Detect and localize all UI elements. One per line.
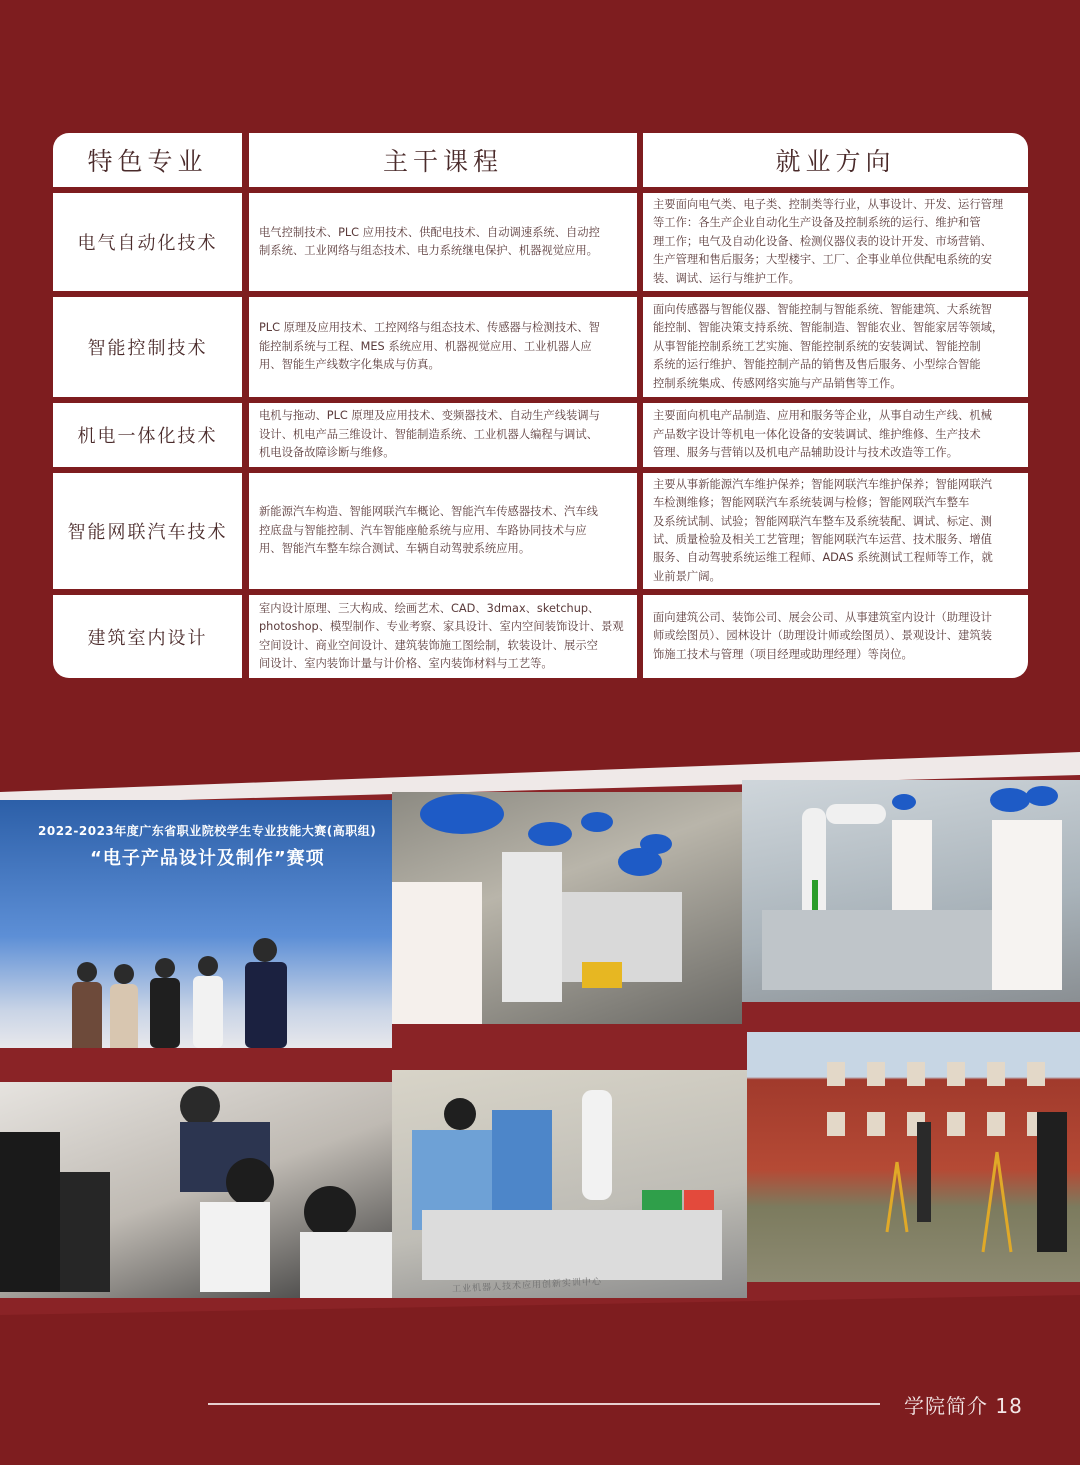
major-name: 建筑室内设计 <box>53 595 242 678</box>
courses-cell: 新能源汽车构造、智能网联汽车概论、智能汽车传感器技术、汽车线 控底盘与智能控制、汽车智能座舱系统与应用、车路协同技术与应 用、智能汽车整车综合测试、车辆自动驾驶系统应用。 <box>249 473 637 589</box>
competition-subtitle: “电子产品设计及制作”赛项 <box>90 848 325 869</box>
surveying-illustration <box>747 1032 1080 1282</box>
header-courses: 主干课程 <box>249 133 637 187</box>
major-name: 智能网联汽车技术 <box>53 473 242 589</box>
workers-illustration <box>392 792 742 1024</box>
courses-cell: PLC 原理及应用技术、工控网络与组态技术、传感器与检测技术、智 能控制系统与工程、MES 系统应用、机器视觉应用、工业机器人应 用、智能生产线数字化集成与仿真。 <box>249 297 637 397</box>
robot-lab-photo <box>742 780 1080 1002</box>
robot-arm-illustration <box>742 780 1080 1002</box>
workshop-photo-helmets <box>392 792 742 1024</box>
students-illustration <box>0 1082 392 1298</box>
header-careers: 就业方向 <box>643 133 1028 187</box>
careers-cell: 面向传感器与智能仪器、智能控制与智能系统、智能建筑、大系统智 能控制、智能决策支持系统、智能制造、智能农业、智能家居等领域， 从事智能控制系统工艺实施、智能控制系统的安装调试、智能控制 系统的运行维护、智能控制产品的销售及售后服务、小型综合智能 控制系统集成、传感网络实施与产品销售等工作。 <box>643 297 1028 397</box>
careers-cell: 主要从事新能源汽车维护保养；智能网联汽车维护保养；智能网联汽 车检测维修；智能网联汽车系统装调与检修；智能网联汽车整车 及系统试制、试验；智能网联汽车整车及系统装配、调试、标定、测 试、质量检验及相关工艺管理；智能网联汽车运营、技术服务、增值 服务、自动驾驶系统运维工程师、ADAS 系统测试工程师等工作，就 业前景广阔。 <box>643 473 1028 589</box>
people-illustration <box>0 800 392 1048</box>
major-name: 智能控制技术 <box>53 297 242 397</box>
computer-lab-photo <box>0 1082 392 1298</box>
training-illustration <box>392 1070 747 1298</box>
careers-cell: 主要面向机电产品制造、应用和服务等企业，从事自动生产线、机械 产品数字设计等机电一体化设备的安装调试、维护维修、生产技术 管理、服务与营销以及机电产品辅助设计与技术改造等工作。 <box>643 403 1028 467</box>
competition-photo <box>0 800 392 1048</box>
majors-table <box>53 133 1028 678</box>
careers-cell: 主要面向电气类、电子类、控制类等行业，从事设计、开发、运行管理 等工作：各生产企业自动化生产设备及控制系统的运行、维护和管 理工作；电气及自动化设备、检测仪器仪表的设计开发、市场营销、 生产管理和售后服务；大型楼宇、工厂、企事业单位供配电系统的安 装、调试、运行与维护工作。 <box>643 193 1028 291</box>
competition-title: 2022-2023年度广东省职业院校学生专业技能大赛(高职组) <box>38 824 377 838</box>
lab-sign: 工业机器人技术应用创新实训中心 <box>451 1277 603 1295</box>
major-name: 机电一体化技术 <box>53 403 242 467</box>
header-major: 特色专业 <box>53 133 242 187</box>
careers-cell: 面向建筑公司、装饰公司、展会公司、从事建筑室内设计（助理设计 师或绘图员）、园林设计（助理设计师或绘图员）、景观设计、建筑装 饰施工技术与管理（项目经理或助理经理）等岗位。 <box>643 595 1028 678</box>
major-name: 电气自动化技术 <box>53 193 242 291</box>
page-footer: 学院简介 18 <box>904 1394 1023 1418</box>
courses-cell: 电气控制技术、PLC 应用技术、供配电技术、自动调速系统、自动控 制系统、工业网络与组态技术、电力系统继电保护、机器视觉应用。 <box>249 193 637 291</box>
surveying-photo <box>747 1032 1080 1282</box>
training-center-photo <box>392 1070 747 1298</box>
footer-divider <box>208 1403 880 1405</box>
courses-cell: 室内设计原理、三大构成、绘画艺术、CAD、3dmax、sketchup、 photoshop、模型制作、专业考察、家具设计、室内空间装饰设计、景观 空间设计、商业空间设计、建筑装饰施工图绘制，软装设计、展示空 间设计、室内装饰计量与计价格、室内装饰材料与工艺等。 <box>249 595 637 678</box>
courses-cell: 电机与拖动、PLC 原理及应用技术、变频器技术、自动生产线装调与 设计、机电产品三维设计、智能制造系统、工业机器人编程与调试、 机电设备故障诊断与维修。 <box>249 403 637 467</box>
